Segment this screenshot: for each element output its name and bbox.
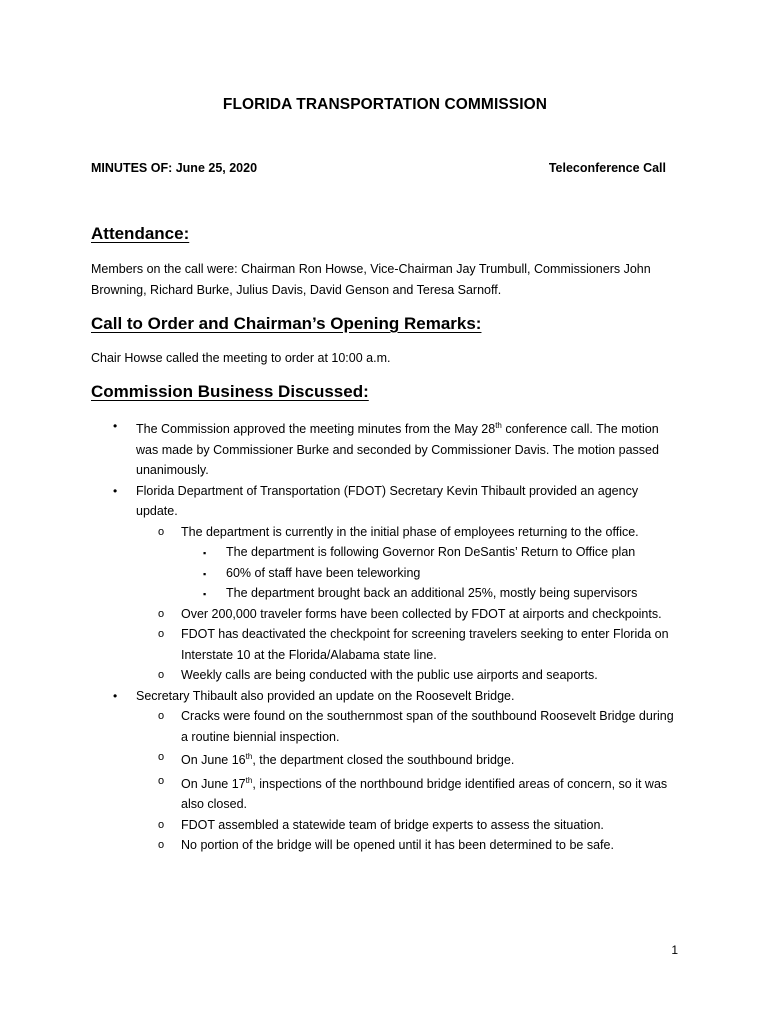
list-item <box>0 835 681 856</box>
circle-bullet-icon: o <box>158 818 165 831</box>
list-item <box>0 686 681 707</box>
document-title: FLORIDA TRANSPORTATION COMMISSION <box>222 96 548 113</box>
item-text: Cracks were found on the southernmost span of the southbound Roosevelt Bridge during a routine biennial inspection. <box>181 709 674 744</box>
bullet-icon: • <box>113 688 118 703</box>
list-item <box>0 624 681 665</box>
minutes-date: MINUTES OF: June 25, 2020 <box>91 161 258 175</box>
item-text: The department is currently in the initial phase of employees returning to the office. <box>181 524 639 539</box>
bullet-icon: • <box>113 483 118 498</box>
item-text: On June 16th, the department closed the southbound bridge. <box>181 752 515 768</box>
circle-bullet-icon: o <box>158 607 165 620</box>
list-item <box>0 481 681 522</box>
item-text: FDOT assembled a statewide team of bridge experts to assess the situation. <box>181 817 604 832</box>
item-text: Florida Department of Transportation (FDOT) Secretary Kevin Thibault provided an agency update. <box>136 483 639 519</box>
item-text: The department brought back an additional 25%, mostly being supervisors <box>226 586 638 601</box>
list-item <box>0 583 671 604</box>
business-list <box>0 416 770 856</box>
item-text: Secretary Thibault also provided an update on the Roosevelt Bridge. <box>136 688 515 703</box>
list-item <box>0 747 681 771</box>
circle-bullet-icon: o <box>158 751 165 764</box>
item-text: Weekly calls are being conducted with the public use airports and seaports. <box>181 668 598 683</box>
page-number: 1 <box>671 943 678 957</box>
item-text: Over 200,000 traveler forms have been collected by FDOT at airports and checkpoints. <box>181 606 662 621</box>
circle-bullet-icon: o <box>158 525 165 538</box>
bullet-icon: • <box>113 419 118 433</box>
circle-bullet-icon: o <box>158 774 165 787</box>
item-text: The Commission approved the meeting minutes from the May 28th conference call. The motion was made by Commissioner Burke and seconded by Commissioner Davis. The motion passed unanimously. <box>136 421 659 478</box>
business-heading: Commission Business Discussed: <box>91 382 369 401</box>
item-text: FDOT has deactivated the checkpoint for screening travelers seeking to enter Florida on Interstate 10 at the Florida/Alabama state line. <box>181 627 669 662</box>
list-item <box>0 522 681 543</box>
list-item <box>0 416 681 481</box>
list-item <box>0 542 671 563</box>
list-item <box>0 771 681 815</box>
circle-bullet-icon: o <box>158 669 165 682</box>
attendance-text: Members on the call were: Chairman Ron Howse, Vice-Chairman Jay Trumbull, Commissioners John Browning, Richard Burke, Julius Davis, David Genson and Teresa Sarnoff. <box>91 262 651 297</box>
attendance-heading: Attendance: <box>91 224 190 243</box>
list-item <box>0 815 681 836</box>
item-text: 60% of staff have been teleworking <box>226 565 421 580</box>
circle-bullet-icon: o <box>158 710 165 723</box>
square-bullet-icon: ▪ <box>203 589 207 600</box>
circle-bullet-icon: o <box>158 628 165 641</box>
circle-bullet-icon: o <box>158 839 165 852</box>
list-item <box>0 706 681 747</box>
list-item <box>0 563 671 584</box>
item-text: No portion of the bridge will be opened until it has been determined to be safe. <box>181 838 614 853</box>
item-text: The department is following Governor Ron DeSantis’ Return to Office plan <box>226 545 636 560</box>
call-to-order-heading: Call to Order and Chairman’s Opening Remarks: <box>91 314 482 333</box>
square-bullet-icon: ▪ <box>203 568 207 579</box>
item-text: On June 17th, inspections of the northbound bridge identified areas of concern, so it was also closed. <box>181 775 668 812</box>
call-type: Teleconference Call <box>548 161 666 175</box>
list-item <box>0 665 681 686</box>
call-to-order-text: Chair Howse called the meeting to order at 10:00 a.m. <box>91 351 391 365</box>
list-item <box>0 604 681 625</box>
square-bullet-icon: ▪ <box>203 548 207 559</box>
